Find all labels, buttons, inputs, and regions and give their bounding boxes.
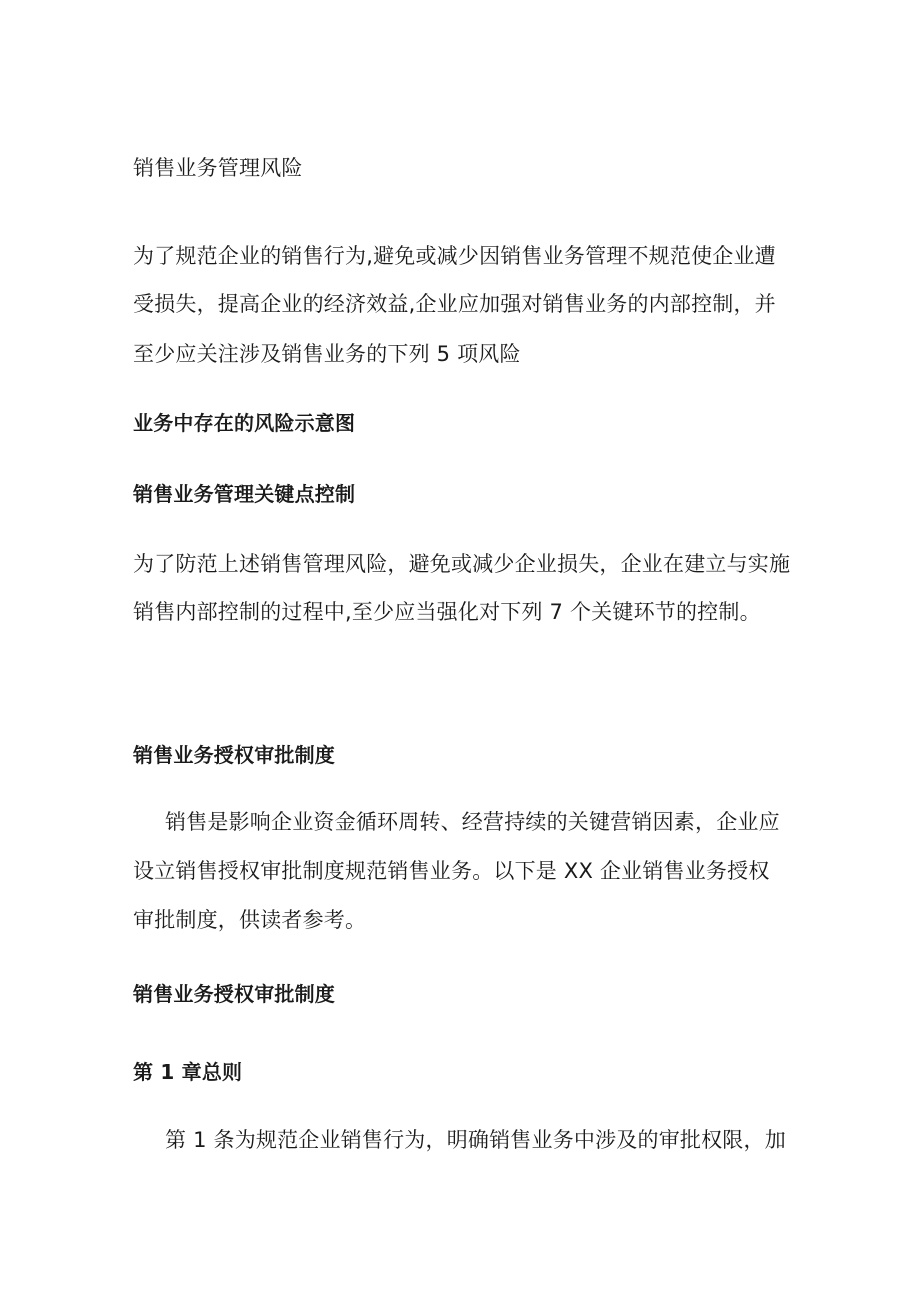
authorization-line-2: 设立销售授权审批制度规范销售业务。以下是 XX 企业销售业务授权 xyxy=(133,859,770,883)
heading-authorization-2: 销售业务授权审批制度 xyxy=(133,982,335,1006)
key-points-line-1: 为了防范上述销售管理风险，避免或减少企业损失，企业在建立与实施 xyxy=(133,552,791,576)
intro-line-2: 受损失，提高企业的经济效益,企业应加强对销售业务的内部控制，并 xyxy=(133,292,776,316)
intro-line-3: 至少应关注涉及销售业务的下列 5 项风险 xyxy=(133,342,521,366)
authorization-line-3: 审批制度，供读者参考。 xyxy=(133,908,367,932)
article-1-line: 第 1 条为规范企业销售行为，明确销售业务中涉及的审批权限，加 xyxy=(165,1128,786,1152)
heading-key-points: 销售业务管理关键点控制 xyxy=(133,482,356,506)
key-points-line-2: 销售内部控制的过程中,至少应当强化对下列 7 个关键环节的控制。 xyxy=(133,600,761,624)
chapter-1-heading: 第 1 章总则 xyxy=(133,1060,243,1084)
intro-line-1: 为了规范企业的销售行为,避免或减少因销售业务管理不规范使企业遭 xyxy=(133,244,776,268)
doc-title: 销售业务管理风险 xyxy=(133,156,303,180)
heading-authorization: 销售业务授权审批制度 xyxy=(133,743,335,767)
heading-risk-diagram: 业务中存在的风险示意图 xyxy=(133,411,356,435)
authorization-line-1: 销售是影响企业资金循环周转、经营持续的关键营销因素，企业应 xyxy=(165,810,780,834)
